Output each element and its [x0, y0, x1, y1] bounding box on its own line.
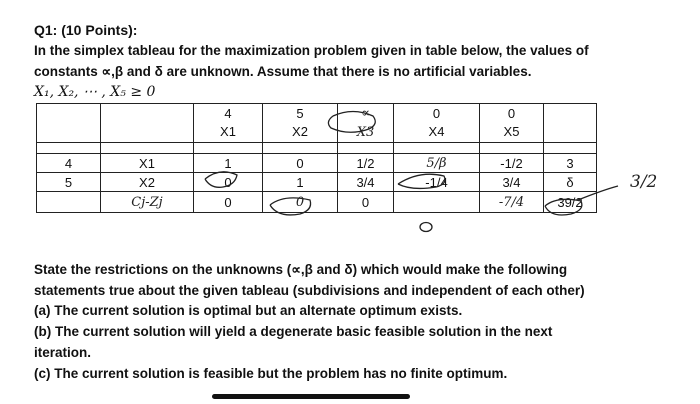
- header-x4: 0 X4: [394, 104, 480, 143]
- tableau-header-row: [37, 104, 597, 143]
- tableau-cell: 0: [263, 154, 338, 173]
- question-title: Q1: (10 Points):: [34, 22, 138, 38]
- instruction-line-2: statements true about the given tableau (subdivisions and independent of each other): [34, 283, 585, 298]
- tableau-cell: 3/4: [338, 173, 394, 192]
- margin-note: 3/2: [630, 172, 658, 192]
- cz-cell: 0: [194, 192, 263, 213]
- table-row: [37, 173, 597, 192]
- basis-variable-cell: X2: [101, 173, 194, 192]
- question-text-line-2: constants ∝,β and δ are unknown. Assume that there is no artificial variables.: [34, 64, 532, 79]
- item-b-continued: iteration.: [34, 345, 92, 360]
- cz-cell: 0: [338, 192, 394, 213]
- header-x1: 4 X1: [194, 104, 263, 143]
- cz-cell: -7/4: [480, 192, 544, 213]
- cz-empty-cell: [37, 192, 101, 213]
- basis-cost-cell: 4: [37, 154, 101, 173]
- header-x3: ∝ X3: [338, 104, 394, 143]
- basis-cost-cell: 5: [37, 173, 101, 192]
- tableau-cell: 1: [194, 154, 263, 173]
- item-b: (b) The current solution will yield a degenerate basic feasible solution in the next: [34, 324, 553, 339]
- header-empty-cell: [101, 104, 194, 143]
- rhs-cell: 3: [544, 154, 597, 173]
- tableau-cell: 1/2: [338, 154, 394, 173]
- header-empty-cell: [544, 104, 597, 143]
- home-indicator-bar[interactable]: [212, 394, 410, 399]
- item-a: (a) The current solution is optimal but an alternate optimum exists.: [34, 303, 463, 318]
- handwritten-zero: [420, 223, 432, 232]
- cj-zj-row: [37, 192, 597, 213]
- cz-cell: 0: [263, 192, 338, 213]
- question-text-line-1: In the simplex tableau for the maximization problem given in table below, the values of: [34, 43, 589, 58]
- tableau-cell: 0: [194, 173, 263, 192]
- tableau-cell: -1/4: [394, 173, 480, 192]
- tableau-cell: 3/4: [480, 173, 544, 192]
- cz-cell: [394, 192, 480, 213]
- nonnegativity-constraint: X₁, X₂, ⋯ , X₅ ≥ 0: [34, 84, 156, 100]
- table-row: [37, 154, 597, 173]
- header-x5: 0 X5: [480, 104, 544, 143]
- rhs-cell: δ: [544, 173, 597, 192]
- basis-variable-cell: X1: [101, 154, 194, 173]
- header-empty-cell: [37, 104, 101, 143]
- tableau-spacer-row: [37, 143, 597, 154]
- simplex-tableau: [36, 103, 597, 213]
- header-x2: 5 X2: [263, 104, 338, 143]
- tableau-cell: 5/β: [394, 154, 480, 173]
- cz-rhs-cell: 39/2: [544, 192, 597, 213]
- item-c: (c) The current solution is feasible but the problem has no finite optimum.: [34, 366, 508, 381]
- instruction-line-1: State the restrictions on the unknowns (∝,β and δ) which would make the following: [34, 262, 568, 277]
- tableau-cell: -1/2: [480, 154, 544, 173]
- cz-label: Cj-Zj: [101, 192, 194, 213]
- tableau-cell: 1: [263, 173, 338, 192]
